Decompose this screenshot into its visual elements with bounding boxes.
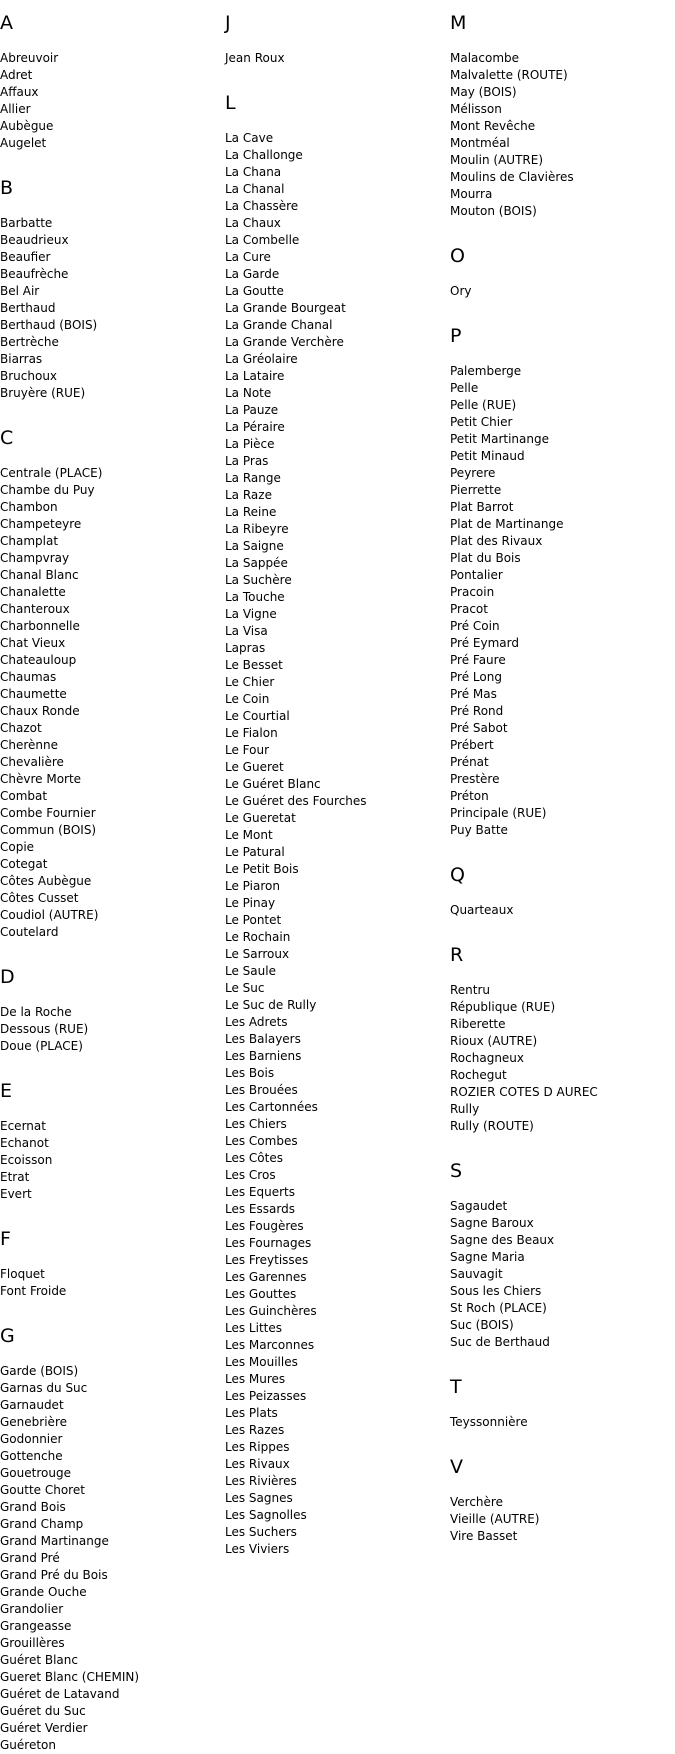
place-name-entry: Ory xyxy=(450,284,472,298)
place-name-entry: Côtes Cusset xyxy=(0,891,79,905)
place-name-entry: Le Fialon xyxy=(225,726,278,740)
place-name-entry: Prénat xyxy=(450,755,489,769)
place-name-entry: Grouillères xyxy=(0,1636,65,1650)
place-name-entry: La Note xyxy=(225,386,272,400)
section-letter-heading: V xyxy=(450,1456,463,1478)
place-name-entry: Les Sagnolles xyxy=(225,1508,307,1522)
place-name-entry: Pré Eymard xyxy=(450,636,519,650)
place-name-entry: République (RUE) xyxy=(450,1000,556,1014)
place-name-entry: La Pièce xyxy=(225,437,275,451)
place-name-entry: Les Sagnes xyxy=(225,1491,293,1505)
place-name-entry: Evert xyxy=(0,1187,32,1201)
place-name-entry: Pré Coin xyxy=(450,619,500,633)
place-name-entry: Pré Mas xyxy=(450,687,497,701)
entry-list xyxy=(450,1494,675,1545)
place-name-entry: La Grande Chanal xyxy=(225,318,333,332)
place-name-entry: Sagne Maria xyxy=(450,1250,525,1264)
place-name-entry: Les Rivières xyxy=(225,1474,297,1488)
place-name-entry: Riberette xyxy=(450,1017,506,1031)
place-name-entry: Chevalière xyxy=(0,755,64,769)
place-name-entry: Le Guéret des Fourches xyxy=(225,794,367,808)
place-name-entry: Guéret de Latavand xyxy=(0,1687,120,1701)
place-name-entry: Grangeasse xyxy=(0,1619,72,1633)
place-name-entry: Montméal xyxy=(450,136,510,150)
entry-list xyxy=(450,1198,675,1351)
place-name-entry: Les Barniens xyxy=(225,1049,302,1063)
place-name-entry: Berthaud xyxy=(0,301,56,315)
place-name-entry: Les Marconnes xyxy=(225,1338,315,1352)
place-name-entry: Pelle xyxy=(450,381,479,395)
place-name-entry: Coudiol (AUTRE) xyxy=(0,908,99,922)
place-name-entry: Ecoisson xyxy=(0,1153,53,1167)
place-name-entry: Copie xyxy=(0,840,35,854)
place-name-entry: Les Gouttes xyxy=(225,1287,297,1301)
place-name-entry: St Roch (PLACE) xyxy=(450,1301,547,1315)
place-name-entry: La Grande Verchère xyxy=(225,335,344,349)
section-letter-heading: E xyxy=(0,1080,13,1102)
place-name-entry: Guéreton xyxy=(0,1738,56,1752)
place-name-entry: Bertrèche xyxy=(0,335,59,349)
place-name-entry: La Cave xyxy=(225,131,274,145)
place-name-entry: Les Chiers xyxy=(225,1117,287,1131)
place-name-entry: Adret xyxy=(0,68,33,82)
section-letter-heading: D xyxy=(0,966,15,988)
place-name-entry: Pracot xyxy=(450,602,488,616)
place-name-entry: Les Guinchères xyxy=(225,1304,317,1318)
place-name-entry: La Lataire xyxy=(225,369,285,383)
place-name-entry: La Vigne xyxy=(225,607,277,621)
place-name-entry: Malacombe xyxy=(450,51,520,65)
place-name-entry: La Ribeyre xyxy=(225,522,289,536)
place-name-entry: Les Combes xyxy=(225,1134,298,1148)
section-letter-heading: C xyxy=(0,427,14,449)
place-name-entry: Grand Pré xyxy=(0,1551,60,1565)
place-name-entry: Les Côtes xyxy=(225,1151,283,1165)
place-name-entry: Le Patural xyxy=(225,845,285,859)
section-letter-heading: G xyxy=(0,1325,15,1347)
place-name-entry: La Sappée xyxy=(225,556,288,570)
place-name-entry: Beaudrieux xyxy=(0,233,69,247)
place-name-entry: Le Gueret xyxy=(225,760,284,774)
place-name-entry: Grandolier xyxy=(0,1602,64,1616)
place-name-entry: Dessous (RUE) xyxy=(0,1022,89,1036)
letter-section xyxy=(225,92,450,1558)
place-name-entry: Le Suc xyxy=(225,981,265,995)
place-name-entry: Les Plats xyxy=(225,1406,278,1420)
place-name-entry: Vieille (AUTRE) xyxy=(450,1512,540,1526)
letter-section xyxy=(450,1160,675,1351)
place-name-entry: Les Littes xyxy=(225,1321,282,1335)
entry-list xyxy=(450,982,675,1135)
place-name-entry: Mouton (BOIS) xyxy=(450,204,537,218)
place-name-entry: Chambe du Puy xyxy=(0,483,95,497)
place-name-entry: Petit Martinange xyxy=(450,432,549,446)
place-name-entry: Pontalier xyxy=(450,568,503,582)
place-name-entry: Principale (RUE) xyxy=(450,806,547,820)
place-name-entry: Les Adrets xyxy=(225,1015,288,1029)
place-name-entry: La Gréolaire xyxy=(225,352,298,366)
place-name-entry: Puy Batte xyxy=(450,823,508,837)
place-name-entry: Rully (ROUTE) xyxy=(450,1119,534,1133)
place-name-entry: Grande Ouche xyxy=(0,1585,87,1599)
place-name-entry: Chat Vieux xyxy=(0,636,66,650)
place-name-entry: Grand Martinange xyxy=(0,1534,109,1548)
section-letter-heading: O xyxy=(450,245,465,267)
place-name-entry: Pelle (RUE) xyxy=(450,398,517,412)
entry-list xyxy=(450,902,675,919)
place-name-entry: Godonnier xyxy=(0,1432,63,1446)
place-name-entry: Les Viviers xyxy=(225,1542,290,1556)
entry-list xyxy=(225,130,450,1558)
section-letter-heading: B xyxy=(0,177,14,199)
place-name-entry: Les Fournages xyxy=(225,1236,312,1250)
place-name-entry: Genebrière xyxy=(0,1415,67,1429)
place-name-entry: Plat de Martinange xyxy=(450,517,564,531)
place-name-entry: Garnas du Suc xyxy=(0,1381,88,1395)
entry-list xyxy=(0,1118,225,1203)
place-name-entry: La Saigne xyxy=(225,539,284,553)
place-name-entry: La Chanal xyxy=(225,182,285,196)
place-name-entry: Les Brouées xyxy=(225,1083,298,1097)
place-name-entry: Les Cartonnées xyxy=(225,1100,318,1114)
place-name-entry: Commun (BOIS) xyxy=(0,823,97,837)
place-name-entry: Champvray xyxy=(0,551,70,565)
section-letter-heading: P xyxy=(450,325,462,347)
letter-section xyxy=(450,864,675,919)
place-name-entry: La Touche xyxy=(225,590,285,604)
place-name-entry: Chanalette xyxy=(0,585,66,599)
place-name-entry: Le Guéret Blanc xyxy=(225,777,321,791)
place-name-entry: Rochegut xyxy=(450,1068,507,1082)
entry-list xyxy=(0,1004,225,1055)
place-name-entry: Affaux xyxy=(0,85,39,99)
place-name-entry: Les Balayers xyxy=(225,1032,301,1046)
place-name-entry: Coutelard xyxy=(0,925,59,939)
entry-list xyxy=(0,1363,225,1754)
letter-section xyxy=(450,1376,675,1431)
place-name-entry: La Chana xyxy=(225,165,282,179)
place-name-entry: Beaufier xyxy=(0,250,51,264)
place-name-entry: Mont Revêche xyxy=(450,119,536,133)
place-name-entry: Champlat xyxy=(0,534,59,548)
index-column-2 xyxy=(225,0,450,1558)
place-name-entry: Chèvre Morte xyxy=(0,772,82,786)
place-name-entry: La Pras xyxy=(225,454,269,468)
place-name-entry: Mourra xyxy=(450,187,493,201)
place-name-entry: Le Courtial xyxy=(225,709,290,723)
place-name-entry: Garde (BOIS) xyxy=(0,1364,79,1378)
place-name-entry: De la Roche xyxy=(0,1005,72,1019)
place-name-entry: Garnaudet xyxy=(0,1398,64,1412)
place-name-entry: Le Petit Bois xyxy=(225,862,299,876)
letter-section xyxy=(0,427,225,941)
place-name-entry: Prestère xyxy=(450,772,500,786)
place-name-entry: Les Garennes xyxy=(225,1270,307,1284)
place-name-entry: May (BOIS) xyxy=(450,85,517,99)
place-name-entry: Bruchoux xyxy=(0,369,58,383)
place-name-entry: Les Rivaux xyxy=(225,1457,290,1471)
place-name-entry: La Chaux xyxy=(225,216,281,230)
place-name-entry: Moulins de Clavières xyxy=(450,170,574,184)
place-name-entry: Gottenche xyxy=(0,1449,63,1463)
entry-list xyxy=(0,465,225,941)
place-name-entry: Quarteaux xyxy=(450,903,514,917)
place-name-entry: Lapras xyxy=(225,641,266,655)
place-name-entry: Chanal Blanc xyxy=(0,568,79,582)
place-name-entry: ROZIER COTES D AUREC xyxy=(450,1085,598,1099)
letter-section xyxy=(450,944,675,1135)
place-name-entry: Gouetrouge xyxy=(0,1466,71,1480)
place-name-entry: Petit Chier xyxy=(450,415,513,429)
place-name-entry: Chaux Ronde xyxy=(0,704,80,718)
place-name-entry: Chaumas xyxy=(0,670,57,684)
section-letter-heading: F xyxy=(0,1228,11,1250)
entry-list xyxy=(450,50,675,220)
place-name-entry: Moulin (AUTRE) xyxy=(450,153,543,167)
place-name-entry: Côtes Aubègue xyxy=(0,874,92,888)
place-name-entry: Pré Faure xyxy=(450,653,506,667)
place-name-entry: Cotegat xyxy=(0,857,48,871)
place-name-entry: Les Bois xyxy=(225,1066,275,1080)
place-name-entry: Plat des Rivaux xyxy=(450,534,543,548)
place-name-entry: Teyssonnière xyxy=(450,1415,528,1429)
place-name-entry: Sagaudet xyxy=(450,1199,508,1213)
place-name-entry: Centrale (PLACE) xyxy=(0,466,103,480)
place-name-entry: Charbonnelle xyxy=(0,619,80,633)
place-name-entry: La Cure xyxy=(225,250,271,264)
section-letter-heading: R xyxy=(450,944,464,966)
place-name-entry: Pracoin xyxy=(450,585,495,599)
place-name-entry: Rioux (AUTRE) xyxy=(450,1034,538,1048)
place-name-entry: La Goutte xyxy=(225,284,284,298)
place-name-entry: Pré Sabot xyxy=(450,721,508,735)
place-name-entry: Augelet xyxy=(0,136,47,150)
place-name-entry: Préton xyxy=(450,789,489,803)
place-name-entry: Les Suchers xyxy=(225,1525,297,1539)
place-name-entry: La Challonge xyxy=(225,148,303,162)
place-name-entry: La Suchère xyxy=(225,573,292,587)
section-letter-heading: L xyxy=(225,92,236,114)
place-name-entry: Les Razes xyxy=(225,1423,285,1437)
place-name-entry: Le Saule xyxy=(225,964,276,978)
section-letter-heading: M xyxy=(450,12,467,34)
place-name-entry: Le Pontet xyxy=(225,913,282,927)
place-name-entry: Barbatte xyxy=(0,216,53,230)
place-name-entry: Les Equerts xyxy=(225,1185,296,1199)
place-name-entry: Chaumette xyxy=(0,687,67,701)
place-name-entry: Grand Pré du Bois xyxy=(0,1568,108,1582)
entry-list xyxy=(0,215,225,402)
section-letter-heading: T xyxy=(450,1376,462,1398)
place-name-entry: Verchère xyxy=(450,1495,503,1509)
place-name-entry: Suc de Berthaud xyxy=(450,1335,550,1349)
place-name-entry: Rentru xyxy=(450,983,491,997)
place-name-entry: Malvalette (ROUTE) xyxy=(450,68,568,82)
place-name-entry: Floquet xyxy=(0,1267,45,1281)
place-name-entry: La Péraire xyxy=(225,420,285,434)
place-name-entry: Petit Minaud xyxy=(450,449,525,463)
place-name-entry: Jean Roux xyxy=(225,51,285,65)
place-name-entry: Chateauloup xyxy=(0,653,77,667)
letter-section xyxy=(0,966,225,1055)
place-name-entry: La Range xyxy=(225,471,281,485)
place-name-entry: Sauvagit xyxy=(450,1267,503,1281)
place-name-entry: Guéret Blanc xyxy=(0,1653,78,1667)
place-name-entry: Grand Champ xyxy=(0,1517,84,1531)
place-name-entry: Les Mures xyxy=(225,1372,286,1386)
place-name-entry: Les Cros xyxy=(225,1168,276,1182)
index-column-1 xyxy=(0,0,225,1754)
place-name-entry: Suc (BOIS) xyxy=(450,1318,514,1332)
place-name-entry: Doue (PLACE) xyxy=(0,1039,83,1053)
section-letter-heading: Q xyxy=(450,864,465,886)
place-name-entry: Guéret Verdier xyxy=(0,1721,88,1735)
place-name-entry: Sagne Baroux xyxy=(450,1216,534,1230)
letter-section xyxy=(0,177,225,402)
place-name-entry: La Combelle xyxy=(225,233,300,247)
place-name-entry: Le Suc de Rully xyxy=(225,998,317,1012)
section-letter-heading: S xyxy=(450,1160,463,1182)
place-name-entry: Aubègue xyxy=(0,119,54,133)
place-name-entry: Berthaud (BOIS) xyxy=(0,318,98,332)
place-name-entry: Bel Air xyxy=(0,284,40,298)
place-name-entry: Abreuvoir xyxy=(0,51,59,65)
place-name-entry: Gueret Blanc (CHEMIN) xyxy=(0,1670,140,1684)
place-name-entry: La Grande Bourgeat xyxy=(225,301,346,315)
entry-list xyxy=(0,1266,225,1300)
letter-section xyxy=(450,325,675,839)
place-name-entry: Le Piaron xyxy=(225,879,280,893)
letter-section xyxy=(225,12,450,67)
place-name-entry: Biarras xyxy=(0,352,43,366)
place-name-entry: Pierrette xyxy=(450,483,502,497)
place-name-entry: La Pauze xyxy=(225,403,279,417)
place-name-entry: Sagne des Beaux xyxy=(450,1233,555,1247)
place-name-entry: Chanteroux xyxy=(0,602,70,616)
place-name-entry: Bruyère (RUE) xyxy=(0,386,86,400)
place-name-entry: Palemberge xyxy=(450,364,522,378)
place-name-entry: Rochagneux xyxy=(450,1051,525,1065)
letter-section xyxy=(450,1456,675,1545)
place-name-entry: Guéret du Suc xyxy=(0,1704,86,1718)
place-name-entry: Combe Fournier xyxy=(0,806,96,820)
place-name-entry: Les Mouilles xyxy=(225,1355,298,1369)
place-name-entry: Prébert xyxy=(450,738,494,752)
place-name-entry: Goutte Choret xyxy=(0,1483,85,1497)
place-name-entry: Pré Rond xyxy=(450,704,504,718)
place-name-entry: La Reine xyxy=(225,505,277,519)
place-name-entry: Chazot xyxy=(0,721,42,735)
letter-section xyxy=(0,12,225,152)
place-name-entry: Le Chier xyxy=(225,675,275,689)
place-name-entry: La Raze xyxy=(225,488,272,502)
place-name-entry: Le Sarroux xyxy=(225,947,290,961)
entry-list xyxy=(225,50,450,67)
section-letter-heading: J xyxy=(225,12,231,34)
place-name-entry: Les Peizasses xyxy=(225,1389,307,1403)
place-name-entry: Rully xyxy=(450,1102,480,1116)
place-name-entry: La Garde xyxy=(225,267,280,281)
index-column-3 xyxy=(450,0,675,1545)
place-name-entry: Mélisson xyxy=(450,102,502,116)
place-name-entry: Cherènne xyxy=(0,738,59,752)
entry-list xyxy=(450,1414,675,1431)
place-name-entry: Champeteyre xyxy=(0,517,82,531)
place-name-entry: Peyrere xyxy=(450,466,496,480)
place-name-entry: Les Rippes xyxy=(225,1440,290,1454)
place-name-entry: Grand Bois xyxy=(0,1500,66,1514)
place-name-entry: La Chassère xyxy=(225,199,299,213)
place-name-entry: Le Rochain xyxy=(225,930,291,944)
place-name-entry: La Visa xyxy=(225,624,268,638)
entry-list xyxy=(450,283,675,300)
place-name-entry: Chambon xyxy=(0,500,58,514)
place-name-entry: Les Essards xyxy=(225,1202,295,1216)
place-name-entry: Vire Basset xyxy=(450,1529,518,1543)
place-name-entry: Combat xyxy=(0,789,48,803)
place-name-entry: Plat Barrot xyxy=(450,500,514,514)
place-name-entry: Plat du Bois xyxy=(450,551,521,565)
place-name-entry: Le Besset xyxy=(225,658,283,672)
place-name-entry: Echanot xyxy=(0,1136,49,1150)
letter-section xyxy=(450,245,675,300)
place-name-entry: Les Freytisses xyxy=(225,1253,309,1267)
entry-list xyxy=(450,363,675,839)
place-name-entry: Le Four xyxy=(225,743,270,757)
entry-list xyxy=(0,50,225,152)
letter-section xyxy=(450,12,675,220)
place-name-entry: Etrat xyxy=(0,1170,30,1184)
place-name-entry: Les Fougères xyxy=(225,1219,304,1233)
place-name-entry: Allier xyxy=(0,102,31,116)
place-name-entry: Ecernat xyxy=(0,1119,46,1133)
letter-section xyxy=(0,1325,225,1754)
place-name-entry: Le Pinay xyxy=(225,896,276,910)
place-name-entry: Le Gueretat xyxy=(225,811,296,825)
place-name-entry: Le Coin xyxy=(225,692,270,706)
place-name-entry: Le Mont xyxy=(225,828,273,842)
place-name-entry: Sous les Chiers xyxy=(450,1284,542,1298)
place-name-entry: Pré Long xyxy=(450,670,502,684)
place-name-entry: Font Froide xyxy=(0,1284,67,1298)
section-letter-heading: A xyxy=(0,12,13,34)
letter-section xyxy=(0,1080,225,1203)
place-name-entry: Beaufrèche xyxy=(0,267,69,281)
letter-section xyxy=(0,1228,225,1300)
